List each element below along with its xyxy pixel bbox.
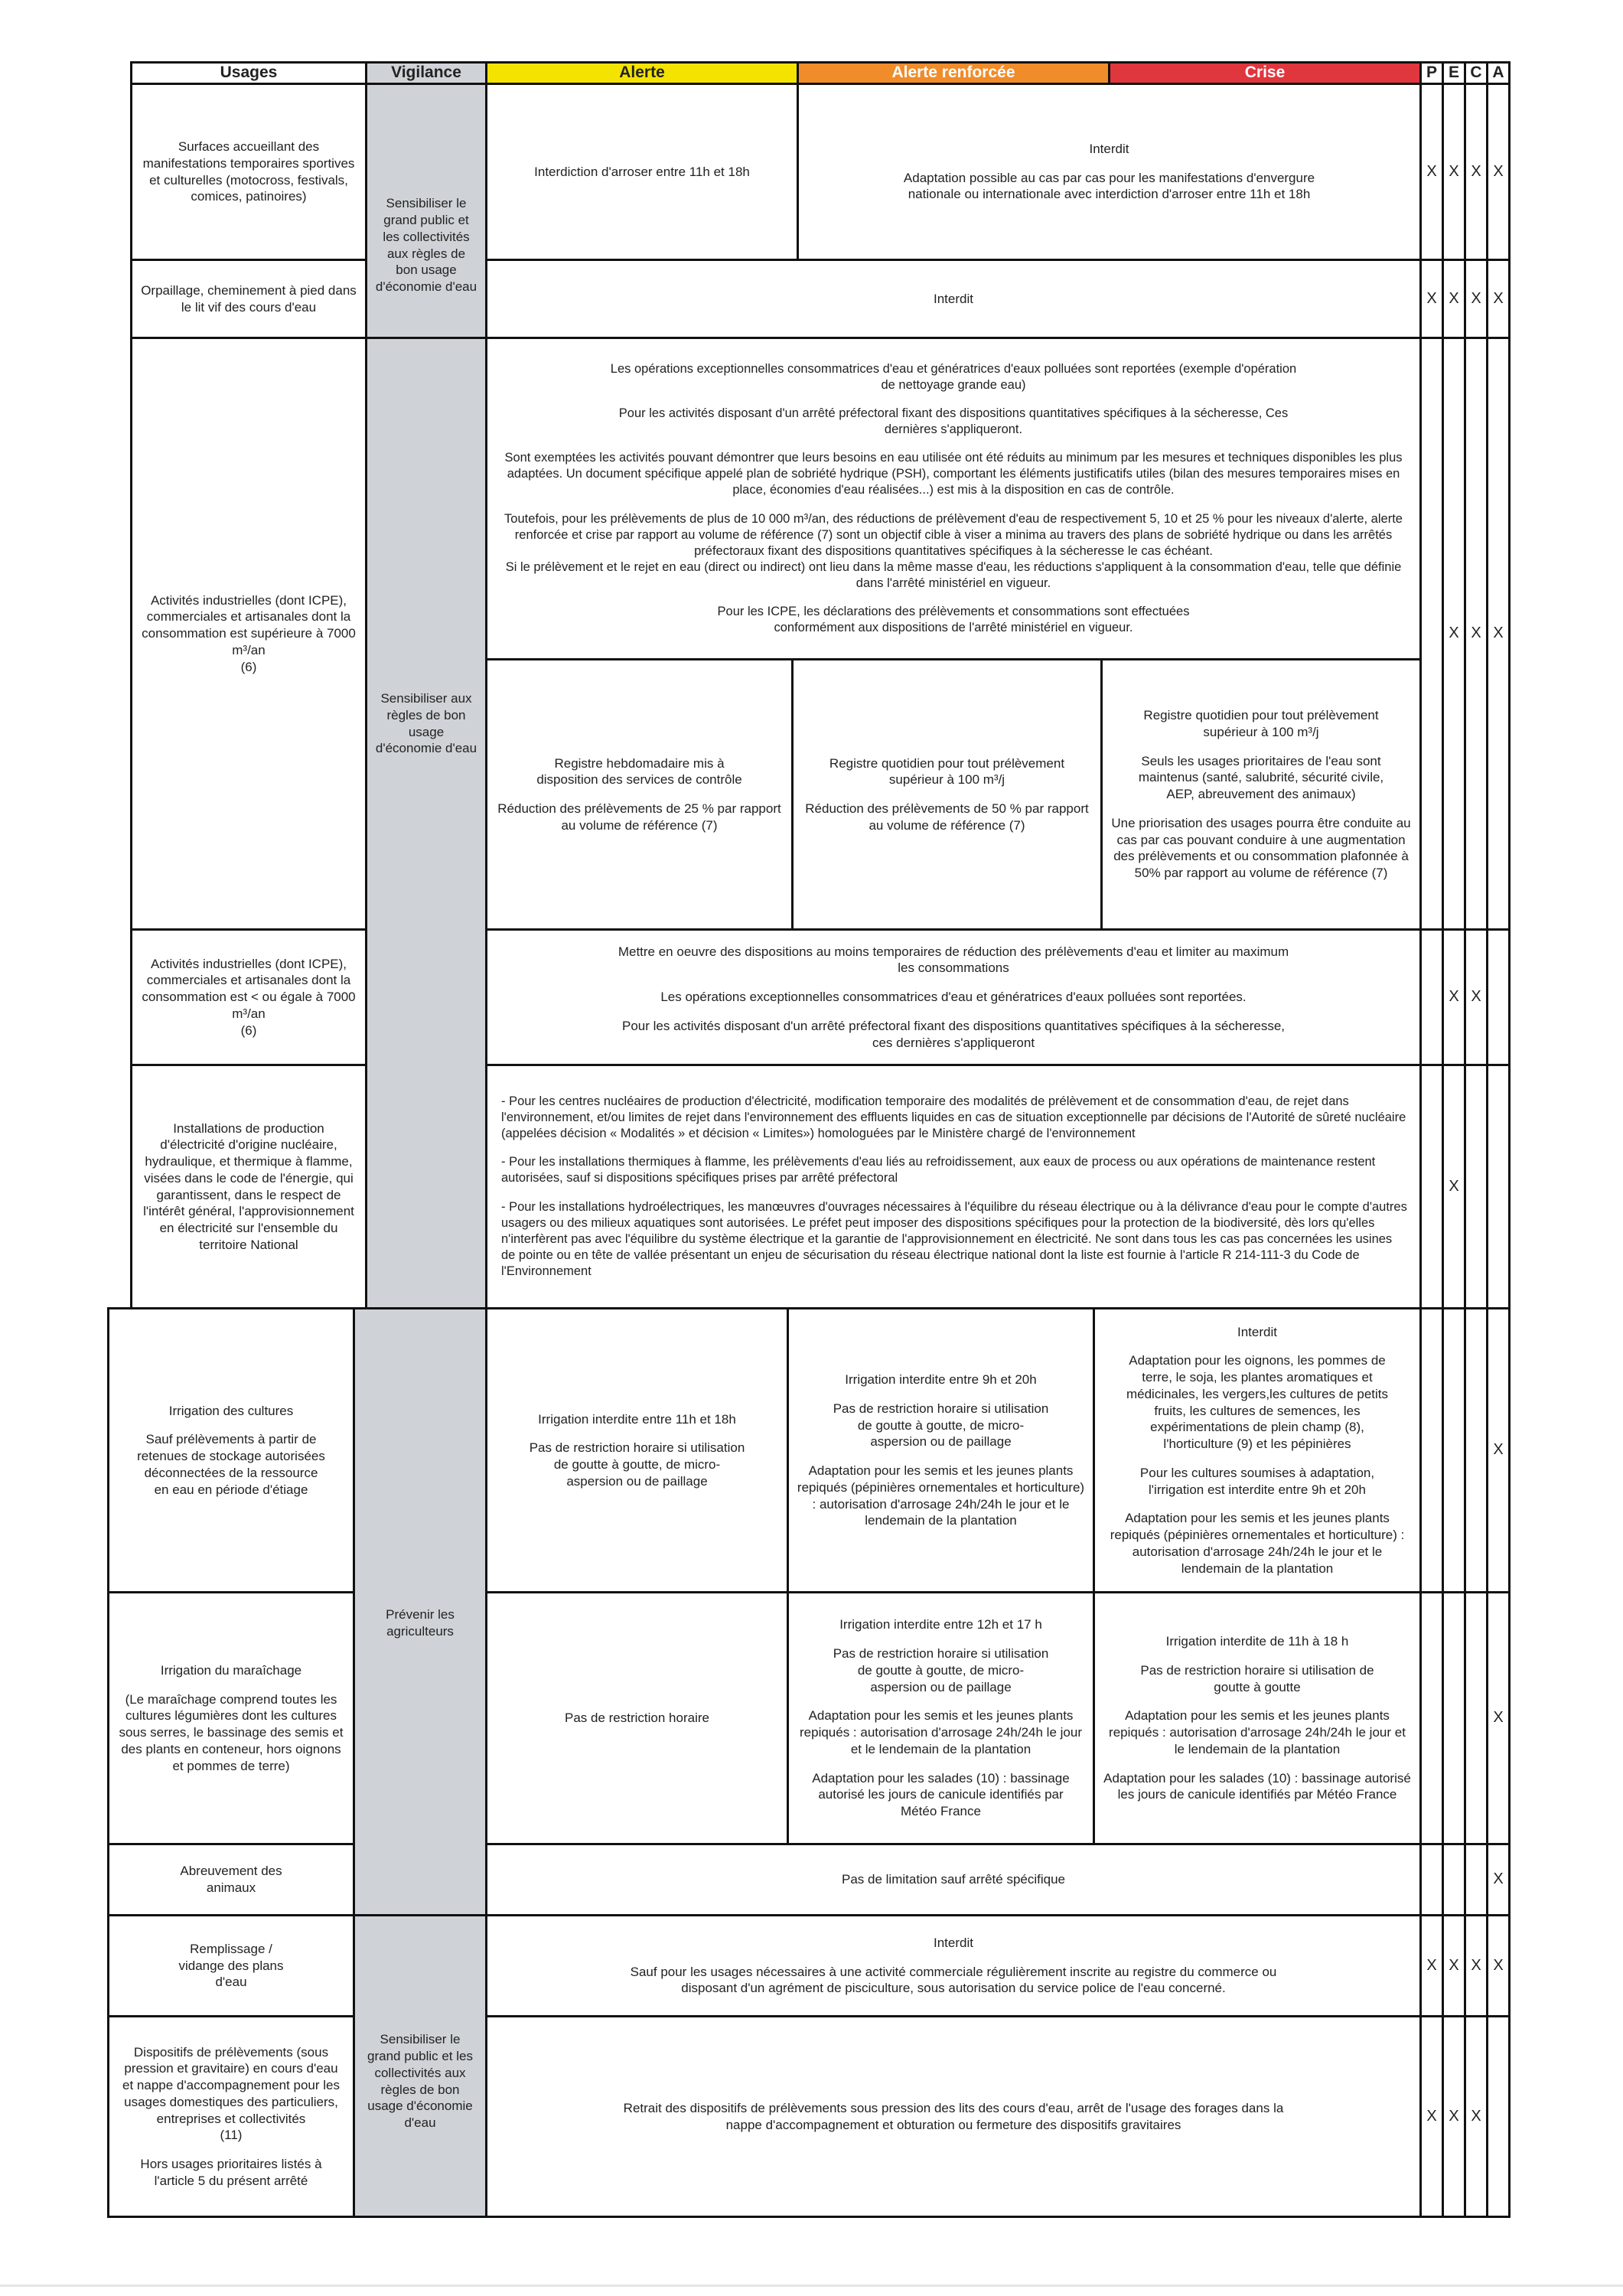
usage-text: Remplissage / vidange des plans d'eau xyxy=(178,1941,284,1990)
measure-text: Pas de restriction horaire xyxy=(565,1711,709,1726)
x-a: X xyxy=(1486,1307,1511,1593)
x-p xyxy=(1419,1591,1444,1845)
usage-text: Hors usages prioritaires listés à l'article 5 du présent arrêté xyxy=(140,2157,322,2188)
x-c: X xyxy=(1464,2015,1488,2218)
alerte-manifestations xyxy=(485,83,799,261)
measure-text: Pas de limitation sauf arrêté spécifique xyxy=(842,1872,1065,1887)
vigilance-text: Prévenir les agriculteurs xyxy=(386,1607,455,1639)
measure-text: Adaptation possible au cas par cas pour les manifestations d'envergure nationale ou internationale avec interdiction d'arroser entre 11h et 18h xyxy=(903,170,1315,202)
usage-text: Irrigation des cultures xyxy=(168,1403,294,1418)
header-alerte-renforcee: Alerte renforcée xyxy=(797,61,1110,85)
scan-edge xyxy=(0,2285,1623,2287)
header-a: A xyxy=(1486,61,1511,85)
crise-irrigation-maraichage xyxy=(1093,1591,1422,1845)
measure-text: Pour les activités disposant d'un arrêté préfectoral fixant des dispositions quantitatives spécifiques à la sécheresse, Ces dernières s'appliqueront. xyxy=(618,406,1289,437)
measure-text: Pas de restriction horaire si utilisation de goutte à goutte, de micro-aspersion ou de paillage xyxy=(833,1401,1049,1450)
measure-text: Pour les cultures soumises à adaptation, l'irrigation est interdite entre 9h et 20h xyxy=(1139,1465,1375,1497)
usage-irrigation-cultures xyxy=(107,1307,355,1593)
measure-text: Pour les ICPE, les déclarations des prélèvements et consommations sont effectuées conformément aux dispositions de l'arrêté ministériel en vigueur. xyxy=(717,605,1190,635)
measure-text: Irrigation interdite entre 12h et 17 h xyxy=(839,1617,1042,1632)
alerte-irrigation-cultures xyxy=(485,1307,789,1593)
renforcee-irrigation-maraichage xyxy=(787,1591,1095,1845)
header-crise: Crise xyxy=(1108,61,1422,85)
measure-text: Pas de restriction horaire si utilisation de goutte à goutte, de micro-aspersion ou de paillage xyxy=(833,1646,1049,1694)
usage-irrigation-maraichage xyxy=(107,1591,355,1845)
x-p: X xyxy=(1419,83,1444,261)
measure-dispositifs-prelevements xyxy=(485,2015,1422,2218)
alerte-activites xyxy=(485,658,794,931)
measure-orpaillage xyxy=(485,259,1422,339)
measure-activites-common xyxy=(485,337,1422,660)
usage-text: Orpaillage, cheminement à pied dans le lit vif des cours d'eau xyxy=(141,282,357,315)
x-p xyxy=(1419,1064,1444,1309)
measure-text: Adaptation pour les oignons, les pommes de terre, le soja, les plantes aromatiques et médicinales, les vergers,les cultures de petits fruits, les cultures de semences, les expérimentations de plein champ (8), l'horticulture (9) et les pépinières xyxy=(1126,1353,1389,1452)
measure-plans-eau xyxy=(485,1914,1422,2017)
usage-text: Irrigation du maraîchage xyxy=(160,1662,302,1678)
x-a: X xyxy=(1486,1914,1511,2017)
crise-activites xyxy=(1100,658,1422,931)
x-c: X xyxy=(1464,1914,1488,2017)
measure-production-electricite xyxy=(485,1064,1422,1309)
measure-title: Interdit xyxy=(1089,141,1129,156)
x-c: X xyxy=(1464,337,1488,931)
x-p xyxy=(1419,928,1444,1066)
measure-title: Interdit xyxy=(934,1935,973,1950)
usage-activites-inf-7000 xyxy=(130,928,367,1066)
measure-text: Pour les activités disposant d'un arrêté préfectoral fixant des dispositions quantitatives spécifiques à la sécheresse, ces dernières s'appliqueront xyxy=(622,1018,1285,1050)
measure-text: Adaptation pour les semis et les jeunes plants repiqués (pépinières ornementales et horticulture) : autorisation d'arrosage 24h/24h le jour et le lendemain de la plantation xyxy=(797,1463,1085,1528)
x-c: X xyxy=(1464,259,1488,339)
x-p: X xyxy=(1419,2015,1444,2218)
measure-text: Retrait des dispositifs de prélèvements sous pression des lits des cours d'eau, arrêt de l'usage des forages dans la nappe d'accompagnement et obturation ou fermeture des dispositifs gravitaires xyxy=(623,2100,1284,2132)
x-e: X xyxy=(1442,337,1466,931)
measure-text: Une priorisation des usages pourra être conduite au cas par cas pouvant conduire à une augmentation des prélèvements et ou consommation plafonnée à 50% par rapport au volume de référence (7) xyxy=(1111,815,1411,881)
measure-text: - Pour les installations hydroélectriques, les manœuvres d'ouvrages nécessaires à l'équilibre du réseau électrique ou à la délivrance d'eau pour le compte d'autres usagers ou des milieux aquatiques sont autorisées. Le préfet peut imposer des dispositions spécifiques pour la protection de la biodiversité, dès lors qu'elles n'interfèrent pas avec l'équilibre du système électrique et la garantie de l'approvisionnement en électricité. Ne sont dans tous les cas pas concernées les usines de pointe ou en tête de vallée présentant un enjeu de sécurisation du réseau électrique national dont la liste est fournie à l'article R 214-111-3 du Code de l'Environnement xyxy=(501,1199,1407,1278)
measure-text: Irrigation interdite entre 9h et 20h xyxy=(845,1372,1037,1387)
measure-text: - Pour les centres nucléaires de production d'électricité, modification temporaire des modalités de prélèvement et de consommation d'eau, de rejet dans l'environnement, et/ou limites de rejet dans l'environnement des effluents liquides en cas de situation exceptionnelle par décisions de l'Autorité de sûreté nucléaire (appelées décision « Modalités » et décision « Limites») homologuées par le Ministère chargé de l'environnement xyxy=(501,1094,1406,1141)
header-c: C xyxy=(1464,61,1488,85)
measure-activites-inf-7000 xyxy=(485,928,1422,1066)
x-e xyxy=(1442,1591,1466,1845)
x-c xyxy=(1464,1843,1488,1916)
x-p: X xyxy=(1419,1914,1444,2017)
usage-text: Abreuvement des animaux xyxy=(180,1864,282,1895)
x-e: X xyxy=(1442,928,1466,1066)
measure-text: Réduction des prélèvements de 25 % par rapport au volume de référence (7) xyxy=(497,801,781,833)
measure-text: Pas de restriction horaire si utilisation de goutte à goutte xyxy=(1140,1662,1374,1694)
vigilance-text: Sensibiliser aux règles de bon usage d'économie d'eau xyxy=(375,691,477,756)
x-e: X xyxy=(1442,259,1466,339)
usage-text: Dispositifs de prélèvements (sous pression et gravitaire) en cours d'eau et nappe d'accompagnement pour les usages domestiques des particuliers, entreprises et collectivités (11) xyxy=(122,2044,340,2143)
measure-text: Sauf pour les usages nécessaires à une activité commerciale régulièrement inscrite au registre du commerce ou disposant d'un agrément de pisciculture, sous autorisation du service police de l'eau concerné. xyxy=(630,1964,1277,1996)
x-a: X xyxy=(1486,259,1511,339)
measure-text: Adaptation pour les salades (10) : bassinage autorisé les jours de canicule identifiés par Météo France xyxy=(812,1770,1070,1818)
measure-abreuvement xyxy=(485,1843,1422,1916)
usage-dispositifs-prelevements xyxy=(107,2015,355,2218)
header-e: E xyxy=(1442,61,1466,85)
measure-text: Registre hebdomadaire mis à disposition des services de contrôle xyxy=(536,755,742,788)
measure-text: Toutefois, pour les prélèvements de plus de 10 000 m³/an, des réductions de prélèvement d'eau de respectivement 5, 10 et 25 % pour les niveaux d'alerte, alerte renforcée et crise par rapport au volume de référence (7) sont un objectif cible à viser a minima au travers des plans de sobriété hydrique ou dans les arrêtés préfectoraux fixant des dispositions quantitatives spécifiques à la sécheresse le cas échéant. Si le prélèvement et le rejet en eau (direct ou indirect) ont lieu dans la même masse d'eau, les réductions s'appliquent à la consommation d'eau, telle que définie dans l'arrêté ministériel en vigueur. xyxy=(504,511,1403,590)
measure-text: Mettre en oeuvre des dispositions au moins temporaires de réduction des prélèvements d'eau et limiter au maximum les consommations xyxy=(618,944,1289,976)
header-p: P xyxy=(1419,61,1444,85)
x-e xyxy=(1442,1307,1466,1593)
x-c xyxy=(1464,1591,1488,1845)
header-alerte: Alerte xyxy=(485,61,799,85)
x-a xyxy=(1486,1064,1511,1309)
usage-activites-sup-7000 xyxy=(130,337,367,931)
x-a xyxy=(1486,928,1511,1066)
usage-plans-eau xyxy=(107,1914,355,2017)
vigilance-group-2 xyxy=(365,337,487,1309)
measure-text: Irrigation interdite entre 11h et 18h xyxy=(538,1411,736,1427)
usage-abreuvement xyxy=(107,1843,355,1916)
measure-text: Irrigation interdite de 11h à 18 h xyxy=(1165,1634,1349,1649)
x-a: X xyxy=(1486,337,1511,931)
usage-manifestations xyxy=(130,83,367,261)
usage-text: Activités industrielles (dont ICPE), commerciales et artisanales dont la consommation est < ou égale à 7000 m³/an (6) xyxy=(142,956,356,1038)
measure-text: Pas de restriction horaire si utilisation de goutte à goutte, de micro-aspersion ou de paillage xyxy=(529,1440,745,1489)
measure-text: Adaptation pour les salades (10) : bassinage autorisé les jours de canicule identifiés par Météo France xyxy=(1103,1770,1411,1802)
vigilance-text: Sensibiliser le grand public et les collectivités aux règles de bon usage d'économie d'eau xyxy=(375,196,477,294)
x-a: X xyxy=(1486,1843,1511,1916)
measure-text: Adaptation pour les semis et les jeunes plants repiqués : autorisation d'arrosage 24h/24h le jour et le lendemain de la plantation xyxy=(800,1708,1082,1756)
x-e: X xyxy=(1442,1914,1466,2017)
usage-text: Installations de production d'électricité d'origine nucléaire, hydraulique, et thermique à flamme, visées dans le code de l'énergie, qui garantissent, dans le respect de l'intérêt général, l'approvisionnement en électricité sur l'ensemble du territoire National xyxy=(143,1120,354,1252)
x-p xyxy=(1419,1843,1444,1916)
crise-irrigation-cultures xyxy=(1093,1307,1422,1593)
measure-text: Interdit xyxy=(934,291,973,306)
x-e: X xyxy=(1442,83,1466,261)
measure-text: Adaptation pour les semis et les jeunes plants repiqués : autorisation d'arrosage 24h/24h le jour et le lendemain de la plantation xyxy=(1109,1708,1406,1756)
renforcee-crise-manifestations xyxy=(797,83,1422,261)
x-a: X xyxy=(1486,83,1511,261)
x-c xyxy=(1464,1064,1488,1309)
measure-text: Réduction des prélèvements de 50 % par rapport au volume de référence (7) xyxy=(805,801,1089,833)
measure-text: Les opérations exceptionnelles consommatrices d'eau et génératrices d'eaux polluées sont reportées. xyxy=(660,990,1247,1005)
header-usages: Usages xyxy=(130,61,367,85)
measure-text: Interdiction d'arroser entre 11h et 18h xyxy=(534,164,750,179)
usage-text: Sauf prélèvements à partir de retenues de stockage autorisées déconnectées de la ressource en eau en période d'étiage xyxy=(137,1432,325,1497)
x-p xyxy=(1419,1307,1444,1593)
x-a xyxy=(1486,2015,1511,2218)
usage-text: Activités industrielles (dont ICPE), commerciales et artisanales dont la consommation est supérieure à 7000 m³/an (6) xyxy=(142,592,356,674)
measure-text: Adaptation pour les semis et les jeunes plants repiqués (pépinières ornementales et horticulture) : autorisation d'arrosage 24h/24h le jour et le lendemain de la plantation xyxy=(1110,1511,1405,1576)
x-p xyxy=(1419,337,1444,931)
measure-text: - Pour les installations thermiques à flamme, les prélèvements d'eau liés au refroidissement, aux eaux de process ou aux opérations de maintenance restent autorisées, sauf si dispositions spécifiques prises par arrêté préfectoral xyxy=(501,1155,1376,1186)
renforcee-irrigation-cultures xyxy=(787,1307,1095,1593)
x-c xyxy=(1464,1307,1488,1593)
measure-text: Registre quotidien pour tout prélèvement supérieur à 100 m³/j xyxy=(1143,708,1379,739)
measure-title: Interdit xyxy=(1237,1324,1277,1339)
vigilance-group-1 xyxy=(365,83,487,339)
vigilance-group-3 xyxy=(353,1307,487,1916)
header-vigilance: Vigilance xyxy=(365,61,487,85)
usage-production-electricite xyxy=(130,1064,367,1309)
x-e: X xyxy=(1442,2015,1466,2218)
measure-text: Les opérations exceptionnelles consommatrices d'eau et génératrices d'eaux polluées sont reportées (exemple d'opération de nettoyage grande eau) xyxy=(610,361,1297,392)
x-e xyxy=(1442,1843,1466,1916)
alerte-irrigation-maraichage xyxy=(485,1591,789,1845)
x-a: X xyxy=(1486,1591,1511,1845)
measure-text: Sont exemptées les activités pouvant démontrer que leurs besoins en eau utilisée ont été réduits au minimum par les mesures et techniques disponibles les plus adaptées. Un document spécifique appelé plan de sobriété hydrique (PSH), comportant les éléments justificatifs utiles (bilan des mesures temporaires mises en place, économies d'eau réalisées...) est mis à la disposition en cas de contrôle. xyxy=(504,451,1403,497)
usage-text: Surfaces accueillant des manifestations temporaires sportives et culturelles (motocross, festivals, comices, patinoires) xyxy=(142,139,355,204)
x-p: X xyxy=(1419,259,1444,339)
usage-orpaillage xyxy=(130,259,367,339)
x-e: X xyxy=(1442,1064,1466,1309)
measure-text: Registre quotidien pour tout prélèvement supérieur à 100 m³/j xyxy=(829,755,1065,788)
measure-text: Seuls les usages prioritaires de l'eau sont maintenus (santé, salubrité, sécurité civile, AEP, abreuvement des animaux) xyxy=(1138,753,1384,802)
vigilance-text: Sensibiliser le grand public et les collectivités aux règles de bon usage d'économie d'eau xyxy=(367,2032,473,2130)
vigilance-group-4 xyxy=(353,1914,487,2218)
renforcee-activites xyxy=(791,658,1103,931)
x-c: X xyxy=(1464,928,1488,1066)
x-c: X xyxy=(1464,83,1488,261)
usage-text: (Le maraîchage comprend toutes les cultures légumières dont les cultures sous serres, le bassinage des semis et des plants en conteneur, hors oignons et pommes de terre) xyxy=(119,1691,344,1773)
